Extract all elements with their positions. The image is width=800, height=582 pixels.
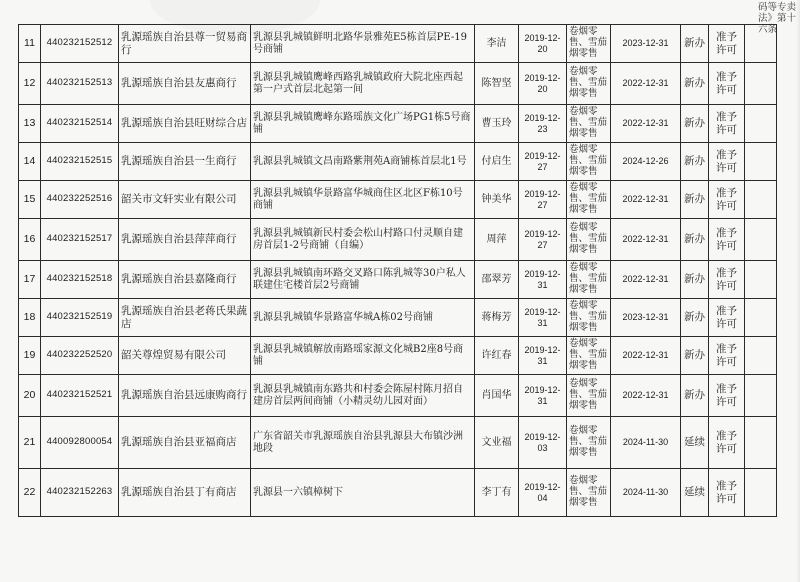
row-number: 13 (19, 105, 41, 143)
issue-date: 2019-12-20 (519, 25, 567, 63)
table-row (19, 63, 777, 105)
table-row (19, 219, 777, 261)
business-scope: 卷烟零售、雪茄烟零售 (567, 261, 611, 299)
table-row (19, 25, 777, 63)
license-number: 440092800054 (41, 417, 119, 469)
row-number: 20 (19, 375, 41, 417)
decision-result: 准予许可 (709, 261, 745, 299)
application-type: 新办 (681, 63, 709, 105)
business-name: 乳源瑶族自治县一生商行 (119, 143, 251, 181)
legal-person: 肖国华 (475, 375, 519, 417)
valid-until: 2024-11-30 (611, 469, 681, 517)
business-scope: 卷烟零售、雪茄烟零售 (567, 299, 611, 337)
issue-date: 2019-12-27 (519, 181, 567, 219)
row-number: 12 (19, 63, 41, 105)
business-scope: 卷烟零售、雪茄烟零售 (567, 143, 611, 181)
application-type: 新办 (681, 375, 709, 417)
license-number: 440232152515 (41, 143, 119, 181)
row-number: 11 (19, 25, 41, 63)
business-name: 乳源瑶族自治县旺财综合店 (119, 105, 251, 143)
table-row (19, 181, 777, 219)
table-row (19, 337, 777, 375)
legal-person: 许红春 (475, 337, 519, 375)
business-scope: 卷烟零售、雪茄烟零售 (567, 63, 611, 105)
valid-until: 2024-11-30 (611, 417, 681, 469)
row-number: 16 (19, 219, 41, 261)
issue-date: 2019-12-04 (519, 469, 567, 517)
legal-basis-cell (745, 219, 777, 261)
legal-person: 付启生 (475, 143, 519, 181)
business-address: 乳源县乳城镇华景路富华城A栋02号商铺 (251, 299, 475, 337)
decision-result: 准予许可 (709, 469, 745, 517)
decision-result: 准予许可 (709, 143, 745, 181)
application-type: 新办 (681, 299, 709, 337)
business-name: 乳源瑶族自治县丁有商店 (119, 469, 251, 517)
valid-until: 2022-12-31 (611, 63, 681, 105)
legal-person: 曹玉玲 (475, 105, 519, 143)
table-row (19, 143, 777, 181)
table-row (19, 261, 777, 299)
issue-date: 2019-12-27 (519, 219, 567, 261)
row-number: 19 (19, 337, 41, 375)
business-scope: 卷烟零售、雪茄烟零售 (567, 105, 611, 143)
legal-basis-cell (745, 63, 777, 105)
legal-person: 钟美华 (475, 181, 519, 219)
legal-person: 蒋梅芳 (475, 299, 519, 337)
license-number: 440232252516 (41, 181, 119, 219)
scan-edge-shadow (796, 0, 800, 582)
license-number: 440232252520 (41, 337, 119, 375)
business-name: 乳源瑶族自治县友惠商行 (119, 63, 251, 105)
issue-date: 2019-12-03 (519, 417, 567, 469)
application-type: 新办 (681, 143, 709, 181)
valid-until: 2022-12-31 (611, 261, 681, 299)
legal-basis-cell (745, 299, 777, 337)
application-type: 新办 (681, 181, 709, 219)
decision-result: 准予许可 (709, 63, 745, 105)
business-scope: 卷烟零售、雪茄烟零售 (567, 219, 611, 261)
issue-date: 2019-12-31 (519, 299, 567, 337)
business-name: 韶关尊煌贸易有限公司 (119, 337, 251, 375)
license-number: 440232152519 (41, 299, 119, 337)
application-type: 延续 (681, 469, 709, 517)
issue-date: 2019-12-31 (519, 337, 567, 375)
business-name: 乳源瑶族自治县嘉隆商行 (119, 261, 251, 299)
valid-until: 2023-12-31 (611, 299, 681, 337)
application-type: 新办 (681, 261, 709, 299)
business-name: 韶关市文轩实业有限公司 (119, 181, 251, 219)
decision-result: 准予许可 (709, 25, 745, 63)
license-number: 440232152517 (41, 219, 119, 261)
table-row (19, 105, 777, 143)
business-address: 乳源县一六镇樟树下 (251, 469, 475, 517)
business-name: 乳源瑶族自治县远康购商行 (119, 375, 251, 417)
table-row (19, 417, 777, 469)
business-scope: 卷烟零售、雪茄烟零售 (567, 417, 611, 469)
legal-person: 李丁有 (475, 469, 519, 517)
license-number: 440232152521 (41, 375, 119, 417)
table-row (19, 375, 777, 417)
business-address: 乳源县乳城镇新民村委会松山村路口付灵顺自建房首层1-2号商铺（自编） (251, 219, 475, 261)
business-name: 乳源瑶族自治县尊一贸易商行 (119, 25, 251, 63)
decision-result: 准予许可 (709, 299, 745, 337)
issue-date: 2019-12-20 (519, 63, 567, 105)
valid-until: 2022-12-31 (611, 105, 681, 143)
business-address: 乳源县乳城镇鹰峰东路瑶族文化广场PG1栋5号商铺 (251, 105, 475, 143)
license-number: 440232152514 (41, 105, 119, 143)
valid-until: 2023-12-31 (611, 25, 681, 63)
legal-basis-text: 码等专卖法》第十六条 (758, 2, 797, 35)
legal-person: 周萍 (475, 219, 519, 261)
legal-basis-cell (745, 375, 777, 417)
business-address: 乳源县乳城镇华景路富华城商住区北区F栋10号商铺 (251, 181, 475, 219)
valid-until: 2022-12-31 (611, 375, 681, 417)
legal-basis-cell (745, 181, 777, 219)
business-address: 乳源县乳城镇文昌南路紫荆苑A商铺栋首层北1号 (251, 143, 475, 181)
legal-basis-cell (745, 105, 777, 143)
business-scope: 卷烟零售、雪茄烟零售 (567, 181, 611, 219)
legal-person: 邵翠芳 (475, 261, 519, 299)
issue-date: 2019-12-31 (519, 375, 567, 417)
issue-date: 2019-12-23 (519, 105, 567, 143)
row-number: 18 (19, 299, 41, 337)
application-type: 新办 (681, 25, 709, 63)
decision-result: 准予许可 (709, 105, 745, 143)
license-number: 440232152518 (41, 261, 119, 299)
legal-person: 陈智坚 (475, 63, 519, 105)
license-number: 440232152263 (41, 469, 119, 517)
decision-result: 准予许可 (709, 219, 745, 261)
decision-result: 准予许可 (709, 181, 745, 219)
business-address: 乳源县乳城镇南东路共和村委会陈屋村陈月招自建房首层两间商铺（小精灵幼儿园对面） (251, 375, 475, 417)
legal-basis-cell (745, 337, 777, 375)
business-address: 乳源县乳城镇解放南路瑶家源文化城B2座8号商铺 (251, 337, 475, 375)
valid-until: 2024-12-26 (611, 143, 681, 181)
row-number: 22 (19, 469, 41, 517)
row-number: 21 (19, 417, 41, 469)
decision-result: 准予许可 (709, 417, 745, 469)
business-scope: 卷烟零售、雪茄烟零售 (567, 375, 611, 417)
business-address: 广东省韶关市乳源瑶族自治县乳源县大布镇沙洲地段 (251, 417, 475, 469)
business-name: 乳源瑶族自治县老蒋氏果蔬店 (119, 299, 251, 337)
legal-person: 李洁 (475, 25, 519, 63)
business-name: 乳源瑶族自治县萍萍商行 (119, 219, 251, 261)
valid-until: 2022-12-31 (611, 337, 681, 375)
legal-basis-cell (745, 417, 777, 469)
table-row (19, 299, 777, 337)
issue-date: 2019-12-31 (519, 261, 567, 299)
legal-basis-cell (745, 261, 777, 299)
legal-person: 文业福 (475, 417, 519, 469)
business-address: 乳源县乳城镇南环路交叉路口陈乳城等30户私人联建住宅楼首层2号商铺 (251, 261, 475, 299)
application-type: 新办 (681, 105, 709, 143)
application-type: 新办 (681, 337, 709, 375)
table-row (19, 469, 777, 517)
valid-until: 2022-12-31 (611, 219, 681, 261)
business-name: 乳源瑶族自治县亚福商店 (119, 417, 251, 469)
business-address: 乳源县乳城镇鹰峰西路乳城镇政府大院北座西起第一户式首层北起第一间 (251, 63, 475, 105)
license-number: 440232152512 (41, 25, 119, 63)
row-number: 17 (19, 261, 41, 299)
business-scope: 卷烟零售、雪茄烟零售 (567, 25, 611, 63)
business-scope: 卷烟零售、雪茄烟零售 (567, 337, 611, 375)
decision-result: 准予许可 (709, 337, 745, 375)
row-number: 15 (19, 181, 41, 219)
application-type: 新办 (681, 219, 709, 261)
decision-result: 准予许可 (709, 375, 745, 417)
license-permit-table (18, 24, 777, 517)
row-number: 14 (19, 143, 41, 181)
business-scope: 卷烟零售、雪茄烟零售 (567, 469, 611, 517)
issue-date: 2019-12-27 (519, 143, 567, 181)
application-type: 延续 (681, 417, 709, 469)
legal-basis-cell (745, 469, 777, 517)
legal-basis-cell (745, 143, 777, 181)
license-number: 440232152513 (41, 63, 119, 105)
business-address: 乳源县乳城镇鲜明北路华景雅苑E5栋首层PE-19号商铺 (251, 25, 475, 63)
valid-until: 2022-12-31 (611, 181, 681, 219)
